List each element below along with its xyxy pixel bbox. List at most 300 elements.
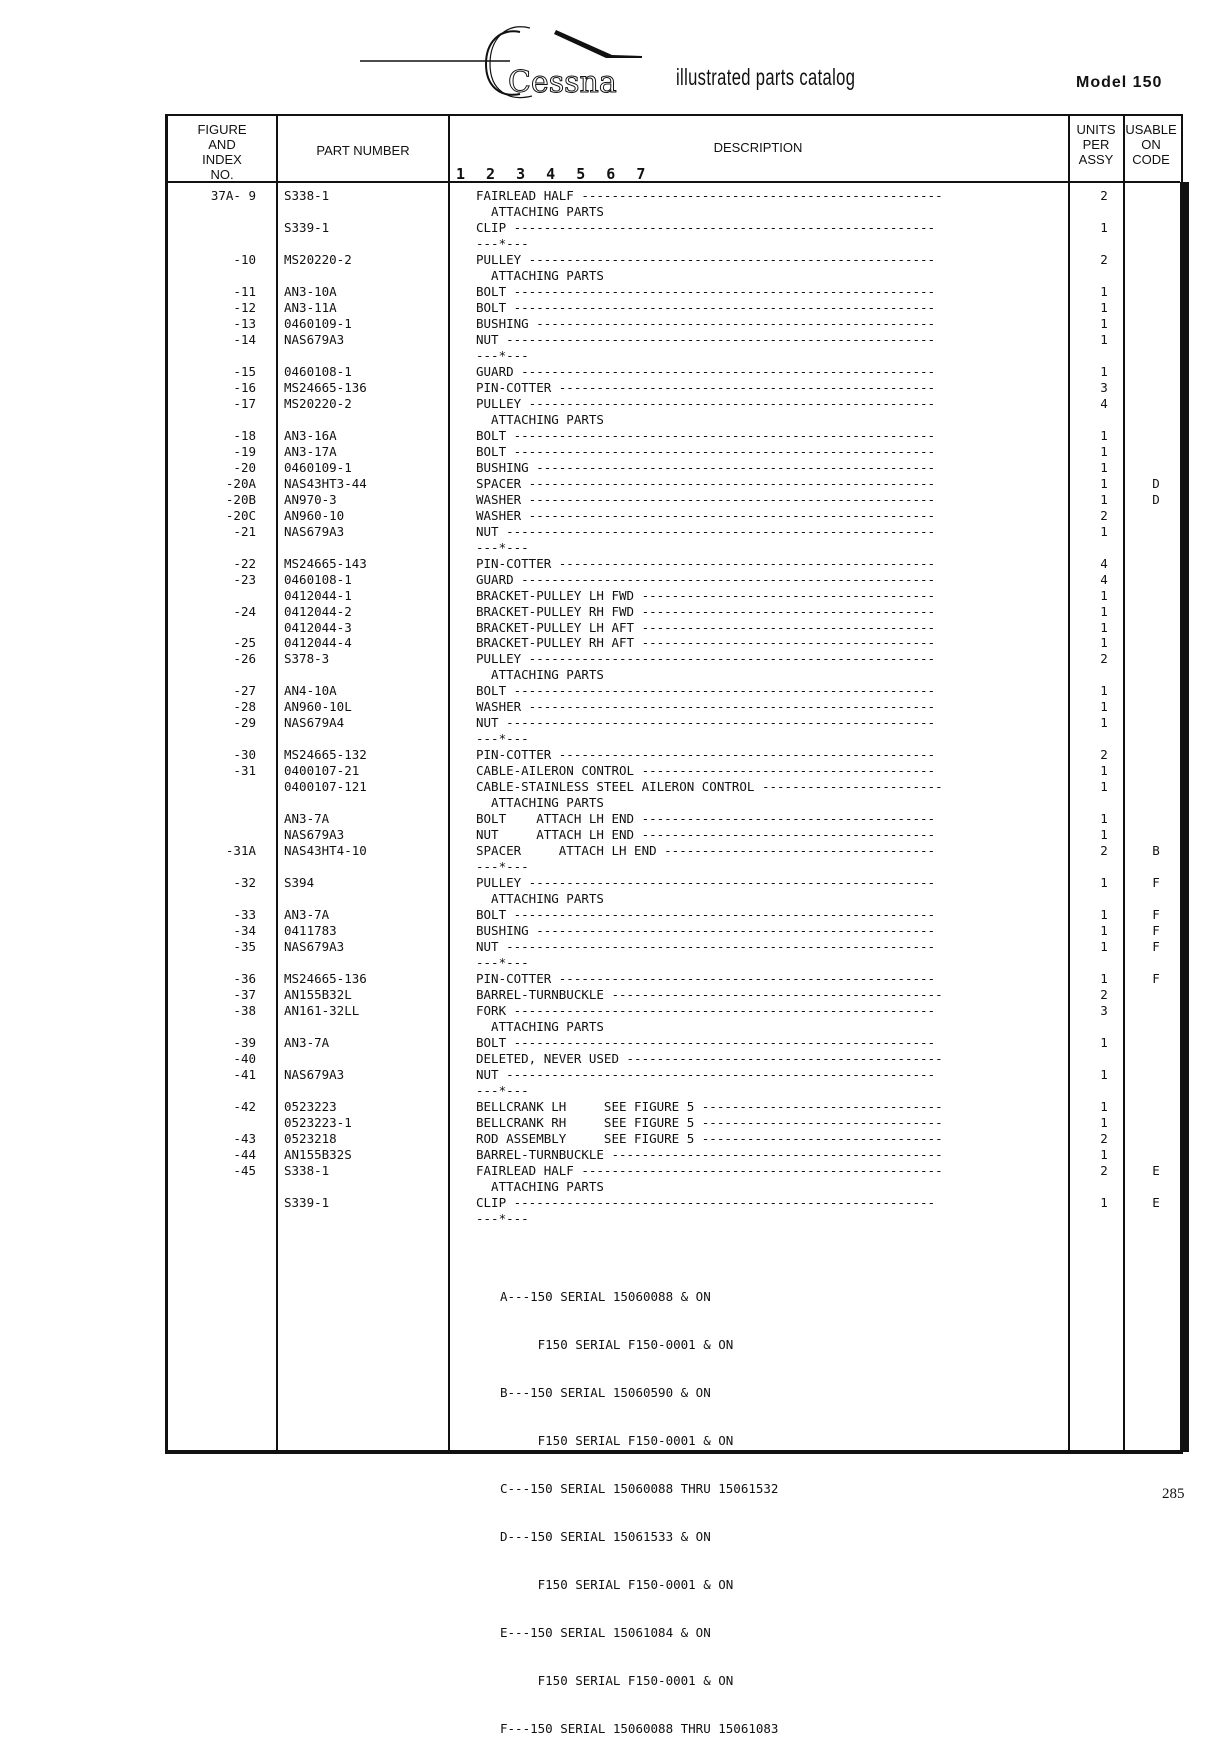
part-number: S339-1 (284, 1194, 330, 1210)
description: BUSHING ----------------------------------------------------- (476, 315, 936, 331)
part-number: 0523223-1 (284, 1114, 352, 1130)
description: BARREL-TURNBUCKLE -------------------------------------------- (476, 987, 943, 1002)
figure-index: -35 (233, 939, 256, 955)
figure-index: -34 (233, 923, 256, 939)
table-row (0, 1051, 1212, 1067)
part-number: AN4-10A (284, 683, 337, 699)
description: BOLT -------------------------------------------------------- (476, 443, 936, 459)
table-row (0, 1195, 1212, 1211)
description: BARREL-TURNBUCKLE -------------------------------------------- (476, 1146, 943, 1162)
description: BOLT -------------------------------------------------------- (476, 427, 936, 443)
units-per-assy: 3 (1100, 1003, 1108, 1018)
figure-index: -13 (233, 315, 256, 331)
figure-index: -20C (225, 507, 256, 523)
units-per-assy: 1 (1100, 459, 1108, 475)
part-number: NAS679A4 (284, 715, 345, 731)
part-number: MS24665-143 (284, 555, 367, 571)
description: FAIRLEAD HALF ------------------------------------------------ (476, 1162, 943, 1178)
units-per-assy: 4 (1100, 555, 1108, 571)
description: CLIP -------------------------------------------------------- (476, 1194, 936, 1210)
note-line: F150 SERIAL F150-0001 & ON (500, 1433, 734, 1448)
description: PIN-COTTER -------------------------------------------------- (476, 747, 936, 763)
description: ---*--- (476, 1210, 529, 1226)
figure-index: -33 (233, 907, 256, 923)
units-per-assy: 1 (1100, 523, 1108, 539)
description: ATTACHING PARTS (476, 1178, 604, 1194)
part-number: AN3-10A (284, 283, 337, 299)
col-header-part-number: PART NUMBER (316, 143, 410, 158)
table-row (0, 1147, 1212, 1163)
description: WASHER ------------------------------------------------------ (476, 507, 936, 523)
table-row (0, 396, 1212, 412)
part-number: MS24665-132 (284, 747, 367, 763)
figure-index: -10 (233, 251, 256, 267)
table-row (0, 795, 1212, 811)
figure-index: -44 (233, 1146, 256, 1162)
table-row (0, 268, 1212, 284)
table-row (0, 1019, 1212, 1035)
description: ---*--- (476, 539, 529, 555)
table-row (0, 667, 1212, 683)
col-header-usable: USABLE ON CODE (1125, 122, 1177, 167)
description: PULLEY ------------------------------------------------------ (476, 251, 936, 267)
table-row (0, 1099, 1212, 1115)
col-header-units: UNITS PER ASSY (1076, 122, 1116, 167)
table-row (0, 460, 1212, 476)
table-row (0, 540, 1212, 556)
units-per-assy: 3 (1100, 379, 1108, 395)
part-number: 0460108-1 (284, 363, 352, 379)
description: ATTACHING PARTS (476, 411, 604, 427)
part-number: NAS679A3 (284, 523, 345, 539)
table-row (0, 1067, 1212, 1083)
part-number: NAS679A3 (284, 827, 345, 843)
part-number: MS20220-2 (284, 395, 352, 411)
description: ATTACHING PARTS (476, 1019, 604, 1034)
description: BUSHING ----------------------------------------------------- (476, 459, 936, 475)
table-row (0, 955, 1212, 971)
description: PULLEY ------------------------------------------------------ (476, 875, 936, 891)
note-line: F150 SERIAL F150-0001 & ON (500, 1577, 734, 1592)
units-per-assy: 1 (1100, 715, 1108, 731)
table-row (0, 635, 1212, 651)
units-per-assy: 1 (1100, 1066, 1108, 1082)
table-row (0, 923, 1212, 939)
description: ATTACHING PARTS (476, 795, 604, 811)
catalog-subtitle: illustrated parts catalog (676, 64, 856, 90)
figure-index: -17 (233, 395, 256, 411)
figure-index: -41 (233, 1066, 256, 1082)
figure-index: -36 (233, 971, 256, 986)
description: NUT --------------------------------------------------------- (476, 715, 936, 731)
units-per-assy: 1 (1100, 827, 1108, 843)
part-number: AN970-3 (284, 491, 337, 507)
description: NUT ATTACH LH END --------------------------------------- (476, 827, 936, 843)
units-per-assy: 2 (1100, 987, 1108, 1002)
note-line: E---150 SERIAL 15061084 & ON (500, 1625, 711, 1640)
units-per-assy: 1 (1100, 299, 1108, 315)
part-number: S378-3 (284, 651, 330, 667)
description: ---*--- (476, 859, 529, 875)
table-row (0, 811, 1212, 827)
table-row (0, 332, 1212, 348)
description: ATTACHING PARTS (476, 667, 604, 683)
part-number: AN161-32LL (284, 1003, 360, 1018)
description: PULLEY ------------------------------------------------------ (476, 395, 936, 411)
figure-index: -15 (233, 363, 256, 379)
figure-index: -32 (233, 875, 256, 891)
part-number: AN3-17A (284, 443, 337, 459)
table-row (0, 444, 1212, 460)
description: ATTACHING PARTS (476, 891, 604, 907)
part-number: 0523218 (284, 1130, 337, 1146)
note-line: F150 SERIAL F150-0001 & ON (500, 1673, 734, 1688)
units-per-assy: 1 (1100, 907, 1108, 923)
table-row (0, 1115, 1212, 1131)
units-per-assy: 1 (1100, 603, 1108, 619)
note-line: C---150 SERIAL 15060088 THRU 15061532 (500, 1481, 779, 1496)
units-per-assy: 1 (1100, 1034, 1108, 1050)
usable-code: E (1152, 1162, 1160, 1178)
table-row (0, 348, 1212, 364)
table-row (0, 859, 1212, 875)
units-per-assy: 1 (1100, 779, 1108, 795)
figure-index: -20B (225, 491, 256, 507)
table-row (0, 300, 1212, 316)
units-per-assy: 1 (1100, 363, 1108, 379)
figure-index: -40 (233, 1050, 256, 1066)
description: CABLE-STAINLESS STEEL AILERON CONTROL ------------------------ (476, 779, 943, 795)
units-per-assy: 1 (1100, 683, 1108, 699)
part-number: MS24665-136 (284, 971, 367, 986)
table-row (0, 508, 1212, 524)
table-row (0, 987, 1212, 1003)
table-row (0, 284, 1212, 300)
serial-notes (500, 1257, 778, 1753)
table-row (0, 412, 1212, 428)
part-number: 0411783 (284, 923, 337, 939)
note-line: A---150 SERIAL 15060088 & ON (500, 1289, 711, 1304)
figure-index: -28 (233, 699, 256, 715)
description: BOLT -------------------------------------------------------- (476, 283, 936, 299)
units-per-assy: 1 (1100, 587, 1108, 603)
part-number: S338-1 (284, 188, 330, 203)
table-row (0, 620, 1212, 636)
part-number: AN3-7A (284, 811, 330, 827)
figure-index: -26 (233, 651, 256, 667)
description: FAIRLEAD HALF ------------------------------------------------ (476, 188, 943, 203)
table-row (0, 380, 1212, 396)
table-row (0, 188, 1212, 204)
table-row (0, 1035, 1212, 1051)
description: ATTACHING PARTS (476, 267, 604, 283)
table-row (0, 731, 1212, 747)
description: WASHER ------------------------------------------------------ (476, 491, 936, 507)
note-line: D---150 SERIAL 15061533 & ON (500, 1529, 711, 1544)
units-per-assy: 2 (1100, 843, 1108, 859)
part-number: AN3-7A (284, 907, 330, 923)
table-row (0, 1211, 1212, 1227)
table-row (0, 1083, 1212, 1099)
figure-index: -30 (233, 747, 256, 763)
usable-code: F (1152, 907, 1160, 923)
description: GUARD ------------------------------------------------------- (476, 363, 936, 379)
figure-index: -37 (233, 987, 256, 1002)
part-number: 0412044-3 (284, 619, 352, 635)
part-number: NAS679A3 (284, 331, 345, 347)
figure-index: -20A (225, 475, 256, 491)
description: ---*--- (476, 347, 529, 363)
units-per-assy: 2 (1100, 251, 1108, 267)
units-per-assy: 1 (1100, 699, 1108, 715)
description: CABLE-AILERON CONTROL --------------------------------------- (476, 763, 936, 779)
table-row (0, 476, 1212, 492)
units-per-assy: 1 (1100, 283, 1108, 299)
units-per-assy: 1 (1100, 923, 1108, 939)
table-row (0, 316, 1212, 332)
part-number: S339-1 (284, 220, 330, 235)
table-row (0, 747, 1212, 763)
description: NUT --------------------------------------------------------- (476, 331, 936, 347)
part-number: 0460109-1 (284, 459, 352, 475)
units-per-assy: 2 (1100, 188, 1108, 203)
units-per-assy: 1 (1100, 1098, 1108, 1114)
usable-code: E (1152, 1194, 1160, 1210)
description: NUT --------------------------------------------------------- (476, 1066, 936, 1082)
table-row (0, 651, 1212, 667)
description: ATTACHING PARTS (476, 204, 604, 219)
note-line: B---150 SERIAL 15060590 & ON (500, 1385, 711, 1400)
description: BRACKET-PULLEY LH AFT --------------------------------------- (476, 619, 936, 635)
part-number: 0460109-1 (284, 315, 352, 331)
part-number: S338-1 (284, 1162, 330, 1178)
header-rule (166, 181, 1180, 183)
table-row (0, 252, 1212, 268)
figure-index: -19 (233, 443, 256, 459)
units-per-assy: 2 (1100, 1162, 1108, 1178)
note-line: F---150 SERIAL 15060088 THRU 15061083 (500, 1721, 779, 1736)
description: GUARD ------------------------------------------------------- (476, 571, 936, 587)
units-per-assy: 1 (1100, 220, 1108, 235)
part-number: AN3-16A (284, 427, 337, 443)
units-per-assy: 2 (1100, 1130, 1108, 1146)
part-number: NAS43HT4-10 (284, 843, 367, 859)
table-row (0, 763, 1212, 779)
table-row (0, 524, 1212, 540)
description: NUT --------------------------------------------------------- (476, 939, 936, 955)
part-number: 0400107-121 (284, 779, 367, 795)
description: CLIP -------------------------------------------------------- (476, 220, 936, 235)
table-row (0, 588, 1212, 604)
part-number: MS20220-2 (284, 251, 352, 267)
description: BUSHING ----------------------------------------------------- (476, 923, 936, 939)
table-row (0, 604, 1212, 620)
units-per-assy: 4 (1100, 571, 1108, 587)
part-number: 0412044-2 (284, 603, 352, 619)
description: BELLCRANK RH SEE FIGURE 5 -------------------------------- (476, 1114, 943, 1130)
table-row (0, 1003, 1212, 1019)
figure-index: -12 (233, 299, 256, 315)
description: ---*--- (476, 235, 529, 251)
description: BOLT ATTACH LH END --------------------------------------- (476, 811, 936, 827)
part-number: AN960-10L (284, 699, 352, 715)
table-row (0, 827, 1212, 843)
indent-digits: 1 2 3 4 5 6 7 (456, 165, 652, 183)
figure-index: -22 (233, 555, 256, 571)
table-row (0, 939, 1212, 955)
table-row (0, 1131, 1212, 1147)
units-per-assy: 1 (1100, 875, 1108, 891)
part-number: 0400107-21 (284, 763, 360, 779)
table-row (0, 572, 1212, 588)
usable-code: F (1152, 971, 1160, 986)
part-number: 0412044-1 (284, 587, 352, 603)
description: ROD ASSEMBLY SEE FIGURE 5 -------------------------------- (476, 1130, 943, 1146)
part-number: NAS679A3 (284, 939, 345, 955)
note-line: F150 SERIAL F150-0001 & ON (500, 1337, 734, 1352)
units-per-assy: 1 (1100, 1146, 1108, 1162)
part-number: NAS43HT3-44 (284, 475, 367, 491)
units-per-assy: 2 (1100, 651, 1108, 667)
figure-index: -21 (233, 523, 256, 539)
cessna-logo (360, 20, 660, 105)
description: BRACKET-PULLEY RH AFT --------------------------------------- (476, 635, 936, 651)
units-per-assy: 1 (1100, 619, 1108, 635)
units-per-assy: 2 (1100, 507, 1108, 523)
description: WASHER ------------------------------------------------------ (476, 699, 936, 715)
table-row (0, 204, 1212, 220)
units-per-assy: 1 (1100, 315, 1108, 331)
part-number: 0412044-4 (284, 635, 352, 651)
table-row (0, 699, 1212, 715)
figure-index: -39 (233, 1034, 256, 1050)
table-row (0, 683, 1212, 699)
units-per-assy: 1 (1100, 971, 1108, 986)
part-number: AN155B32S (284, 1146, 352, 1162)
table-row (0, 1163, 1212, 1179)
description: BOLT -------------------------------------------------------- (476, 907, 936, 923)
col-header-figure: FIGURE AND INDEX NO. (197, 122, 247, 182)
part-number: AN3-11A (284, 299, 337, 315)
units-per-assy: 1 (1100, 811, 1108, 827)
description: BRACKET-PULLEY LH FWD --------------------------------------- (476, 587, 936, 603)
units-per-assy: 1 (1100, 443, 1108, 459)
usable-code: D (1152, 475, 1160, 491)
table-row (0, 364, 1212, 380)
part-number: AN3-7A (284, 1034, 330, 1050)
figure-index: -29 (233, 715, 256, 731)
figure-index: -45 (233, 1162, 256, 1178)
figure-index: -42 (233, 1098, 256, 1114)
table-row (0, 891, 1212, 907)
table-row (0, 779, 1212, 795)
description: ---*--- (476, 731, 529, 747)
description: BOLT -------------------------------------------------------- (476, 1034, 936, 1050)
figure-index: -16 (233, 379, 256, 395)
figure-index: -25 (233, 635, 256, 651)
brand-text: Cessna (508, 65, 617, 100)
table-row (0, 492, 1212, 508)
units-per-assy: 4 (1100, 395, 1108, 411)
description: SPACER ------------------------------------------------------ (476, 475, 936, 491)
table-row (0, 428, 1212, 444)
figure-index: -43 (233, 1130, 256, 1146)
units-per-assy: 1 (1100, 427, 1108, 443)
description: DELETED, NEVER USED ------------------------------------------ (476, 1050, 943, 1066)
figure-index: -31A (225, 843, 256, 859)
table-row (0, 907, 1212, 923)
units-per-assy: 1 (1100, 475, 1108, 491)
figure-index: -11 (233, 283, 256, 299)
part-number: AN960-10 (284, 507, 345, 523)
part-number: 0523223 (284, 1098, 337, 1114)
description: SPACER ATTACH LH END ------------------------------------ (476, 843, 936, 859)
units-per-assy: 1 (1100, 635, 1108, 651)
units-per-assy: 2 (1100, 747, 1108, 763)
description: PIN-COTTER -------------------------------------------------- (476, 379, 936, 395)
figure-index: -24 (233, 603, 256, 619)
units-per-assy: 1 (1100, 939, 1108, 955)
figure-index: -23 (233, 571, 256, 587)
part-number: MS24665-136 (284, 379, 367, 395)
description: PIN-COTTER -------------------------------------------------- (476, 555, 936, 571)
model-label: Model 150 (1076, 74, 1163, 91)
figure-index: 37A- 9 (210, 188, 256, 203)
table-row (0, 220, 1212, 236)
description: BELLCRANK LH SEE FIGURE 5 -------------------------------- (476, 1098, 943, 1114)
figure-index: -18 (233, 427, 256, 443)
units-per-assy: 1 (1100, 491, 1108, 507)
usable-code: D (1152, 491, 1160, 507)
figure-index: -20 (233, 459, 256, 475)
figure-index: -14 (233, 331, 256, 347)
table-row (0, 1179, 1212, 1195)
page-number: 285 (1162, 1486, 1185, 1502)
units-per-assy: 1 (1100, 331, 1108, 347)
units-per-assy: 1 (1100, 763, 1108, 779)
usable-code: F (1152, 875, 1160, 891)
description: BRACKET-PULLEY RH FWD --------------------------------------- (476, 603, 936, 619)
part-number: 0460108-1 (284, 571, 352, 587)
figure-index: -38 (233, 1003, 256, 1018)
figure-index: -31 (233, 763, 256, 779)
usable-code: F (1152, 923, 1160, 939)
description: BOLT -------------------------------------------------------- (476, 683, 936, 699)
description: ---*--- (476, 1082, 529, 1098)
table-row (0, 556, 1212, 572)
table-row (0, 875, 1212, 891)
description: NUT --------------------------------------------------------- (476, 523, 936, 539)
usable-code: F (1152, 939, 1160, 955)
part-number: NAS679A3 (284, 1066, 345, 1082)
units-per-assy: 1 (1100, 1194, 1108, 1210)
table-row (0, 715, 1212, 731)
description: ---*--- (476, 955, 529, 970)
description: FORK -------------------------------------------------------- (476, 1003, 936, 1018)
description: BOLT -------------------------------------------------------- (476, 299, 936, 315)
table-row (0, 236, 1212, 252)
part-number: S394 (284, 875, 315, 891)
figure-index: -27 (233, 683, 256, 699)
usable-code: B (1152, 843, 1160, 859)
description: PIN-COTTER -------------------------------------------------- (476, 971, 936, 986)
col-header-description: DESCRIPTION (713, 140, 803, 155)
table-row (0, 971, 1212, 987)
part-number: AN155B32L (284, 987, 352, 1002)
table-row (0, 843, 1212, 859)
description: PULLEY ------------------------------------------------------ (476, 651, 936, 667)
units-per-assy: 1 (1100, 1114, 1108, 1130)
